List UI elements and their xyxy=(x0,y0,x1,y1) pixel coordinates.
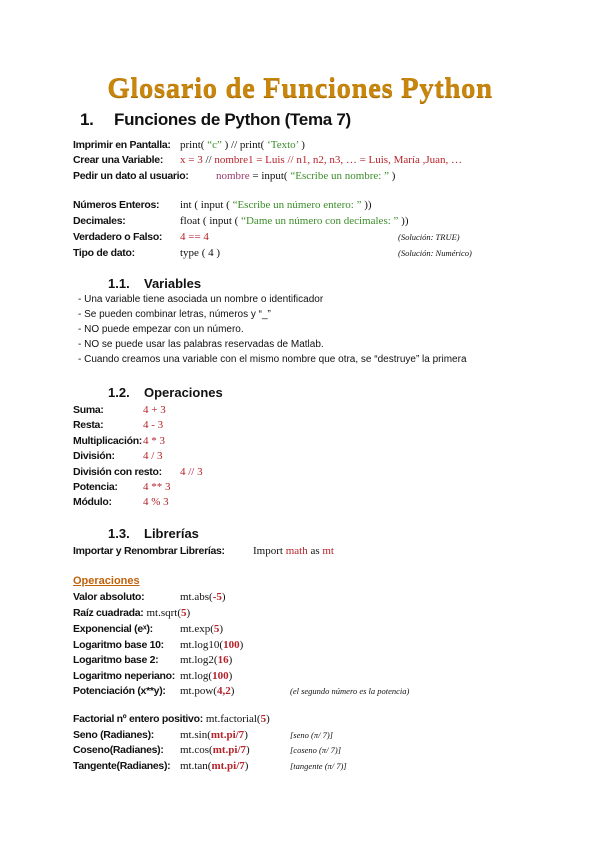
code-segment: print( xyxy=(180,139,208,151)
row-label: Logaritmo base 2: xyxy=(73,654,159,666)
glossary-row xyxy=(73,684,410,699)
code-segment: 5 xyxy=(213,623,220,635)
code-segment: as xyxy=(307,545,323,557)
glossary-row xyxy=(73,743,341,758)
code-segment: math xyxy=(285,545,308,557)
code-snippet xyxy=(143,480,171,495)
row-note: (Solución: TRUE) xyxy=(398,232,460,242)
row-label: División con resto: xyxy=(73,466,162,478)
row-label: Potenciación (x**y): xyxy=(73,685,166,697)
code-segment: 4 == 4 xyxy=(180,231,209,243)
row-label: Suma: xyxy=(73,404,104,416)
code-segment: ) xyxy=(298,139,305,151)
code-segment: “Dame un número con decimales: ” xyxy=(241,215,399,227)
code-snippet xyxy=(143,403,166,418)
subsection-title: Variables xyxy=(144,276,202,291)
glossary-row xyxy=(73,622,223,637)
code-segment: nombre xyxy=(216,170,250,182)
glossary-row xyxy=(73,495,169,510)
code-snippet xyxy=(180,669,232,684)
subsection-heading-operaciones xyxy=(108,385,223,400)
code-segment: ) xyxy=(221,591,226,603)
row-note: (el segundo número es la potencia) xyxy=(290,686,410,696)
code-segment: )) xyxy=(398,215,409,227)
glossary-row xyxy=(73,246,472,261)
code-snippet xyxy=(180,638,243,653)
code-segment: ) xyxy=(228,654,233,666)
code-snippet xyxy=(180,153,462,168)
row-label: Crear una Variable: xyxy=(73,154,164,166)
row-label: Imprimir en Pantalla: xyxy=(73,139,171,151)
code-segment: ) xyxy=(244,729,248,741)
code-segment: mt.pi/7 xyxy=(211,760,245,772)
subsection-number: 1.1. xyxy=(108,276,130,291)
row-label: Raíz cuadrada: xyxy=(73,607,144,619)
code-segment: int ( input ( xyxy=(180,199,233,211)
row-label: Tangente(Radianes): xyxy=(73,760,171,772)
code-segment: 4 // 3 xyxy=(180,466,203,478)
code-snippet xyxy=(180,138,305,153)
code-segment: -5 xyxy=(212,591,222,603)
code-snippet xyxy=(180,743,250,758)
code-segment: ) xyxy=(186,607,191,619)
code-segment: 100 xyxy=(212,670,229,682)
row-label: Logaritmo base 10: xyxy=(73,639,164,651)
row-label: Números Enteros: xyxy=(73,199,160,211)
glossary-row xyxy=(73,214,409,229)
code-snippet xyxy=(180,230,209,245)
row-note: [seno (π/ 7)] xyxy=(290,730,333,740)
code-segment: mt.tan( xyxy=(180,760,212,772)
code-segment: mt.pi/7 xyxy=(212,744,247,756)
code-snippet xyxy=(180,214,409,229)
row-label: División: xyxy=(73,450,115,462)
code-segment: mt.log2( xyxy=(180,654,218,666)
row-label: Coseno(Radianes): xyxy=(73,744,164,756)
code-segment: mt.factorial( xyxy=(205,713,261,725)
code-segment: “c” xyxy=(207,139,222,151)
code-snippet xyxy=(143,495,169,510)
row-label: Resta: xyxy=(73,419,104,431)
bullet-item: - Una variable tiene asociada un nombre o identificador xyxy=(78,294,324,305)
code-segment: mt.sin( xyxy=(180,729,211,741)
code-snippet xyxy=(180,684,234,699)
code-segment: 5 xyxy=(260,713,267,725)
row-label: Valor absoluto: xyxy=(73,591,145,603)
glossary-row xyxy=(73,669,232,684)
document-title: Glosario de Funciones Python xyxy=(107,72,493,104)
row-label: Pedir un dato al usuario: xyxy=(73,170,189,182)
code-segment: ) xyxy=(219,623,224,635)
row-label: Multiplicación: xyxy=(73,435,143,447)
row-label: Exponencial (eˣ): xyxy=(73,623,153,635)
code-segment: )) xyxy=(361,199,372,211)
row-note: [coseno (π/ 7)] xyxy=(290,745,341,755)
glossary-row xyxy=(73,590,226,605)
bullet-item: - Se pueden combinar letras, números y “_” xyxy=(78,309,271,320)
glossary-row xyxy=(73,653,232,668)
code-segment: ) xyxy=(239,639,244,651)
code-segment: float ( input ( xyxy=(180,215,242,227)
glossary-row xyxy=(73,728,333,743)
code-snippet xyxy=(180,465,203,480)
code-snippet xyxy=(143,434,165,449)
subsection-heading-variables xyxy=(108,276,201,291)
code-segment: ) xyxy=(246,744,250,756)
code-segment: ) xyxy=(266,713,270,725)
code-segment: ‘Texto’ xyxy=(267,139,299,151)
glossary-row xyxy=(73,606,190,621)
section-heading xyxy=(80,110,351,130)
code-segment: 4 ** 3 xyxy=(143,481,171,493)
glossary-row xyxy=(73,759,347,774)
code-snippet xyxy=(216,169,395,184)
row-note: [tangente (π/ 7)] xyxy=(290,761,347,771)
code-segment: mt.log10( xyxy=(180,639,224,651)
glossary-row xyxy=(73,230,460,245)
glossary-row xyxy=(73,418,163,433)
code-snippet xyxy=(180,622,223,637)
code-segment: ) xyxy=(228,670,233,682)
code-snippet xyxy=(206,712,270,727)
code-segment: // xyxy=(202,154,215,166)
glossary-row xyxy=(73,638,243,653)
code-segment: mt.abs( xyxy=(180,591,213,603)
code-segment: mt.sqrt( xyxy=(146,607,182,619)
bullet-item: - Cuando creamos una variable con el mismo nombre que otra, se “destruye” la primera xyxy=(78,354,467,365)
code-snippet xyxy=(180,728,248,743)
code-segment: mt xyxy=(322,545,334,557)
row-label: Seno (Radianes): xyxy=(73,729,154,741)
code-segment: “Escribe un nombre: ” xyxy=(290,170,389,182)
code-snippet xyxy=(180,759,248,774)
code-segment: 4 * 3 xyxy=(143,435,165,447)
row-label: Importar y Renombrar Librerías: xyxy=(73,545,225,557)
code-snippet xyxy=(147,606,191,621)
code-segment: mt.pi/7 xyxy=(210,729,245,741)
glossary-row xyxy=(73,403,166,418)
code-segment: ) // print( xyxy=(221,139,268,151)
row-note: (Solución: Numérico) xyxy=(398,248,472,258)
code-segment: ) xyxy=(244,760,249,772)
code-segment: 100 xyxy=(223,639,240,651)
code-segment: type ( 4 ) xyxy=(180,247,221,259)
glossary-row xyxy=(73,480,171,495)
subsection-number: 1.3. xyxy=(108,526,130,541)
glossary-row xyxy=(73,434,165,449)
glossary-row xyxy=(73,544,334,559)
subsection-title: Operaciones xyxy=(144,385,223,400)
row-label: Módulo: xyxy=(73,496,112,508)
glossary-row xyxy=(73,449,163,464)
row-label: Decimales: xyxy=(73,215,126,227)
code-segment: ) xyxy=(230,685,235,697)
glossary-row xyxy=(73,169,395,184)
code-segment: mt.cos( xyxy=(180,744,213,756)
section-title: Funciones de Python (Tema 7) xyxy=(114,110,351,129)
subsection-heading-librerias xyxy=(108,526,199,541)
code-segment: x = 3 xyxy=(180,154,203,166)
glossary-row xyxy=(73,153,462,168)
code-snippet xyxy=(143,449,163,464)
code-segment: Import xyxy=(253,545,286,557)
code-segment: nombre1 = Luis xyxy=(214,154,285,166)
row-label: Logaritmo neperiano: xyxy=(73,670,175,682)
code-segment: = input( xyxy=(249,170,291,182)
row-label: Verdadero o Falso: xyxy=(73,231,163,243)
code-segment: mt.exp( xyxy=(180,623,214,635)
code-segment: 4 / 3 xyxy=(143,450,163,462)
glossary-row xyxy=(73,712,270,727)
code-segment: // n1, n2, n3, … = Luis, María ,Juan, … xyxy=(284,154,463,166)
operaciones-heading: Operaciones xyxy=(73,575,140,587)
row-label: Tipo de dato: xyxy=(73,247,135,259)
code-segment: 16 xyxy=(217,654,229,666)
code-segment: 5 xyxy=(181,607,187,619)
code-segment: 4 % 3 xyxy=(143,496,169,508)
code-segment: 4 + 3 xyxy=(143,404,166,416)
code-snippet xyxy=(180,198,372,213)
code-segment: 4,2 xyxy=(216,685,231,697)
row-label: Factorial nº entero positivo: xyxy=(73,713,203,725)
code-snippet xyxy=(180,653,232,668)
glossary-row xyxy=(73,198,372,213)
code-segment: “Escribe un número entero: ” xyxy=(232,199,362,211)
code-segment: mt.pow( xyxy=(180,685,217,697)
code-snippet xyxy=(253,544,334,559)
code-snippet xyxy=(143,418,163,433)
bullet-item: - NO se puede usar las palabras reservadas de Matlab. xyxy=(78,339,324,350)
code-segment: mt.log( xyxy=(180,670,213,682)
code-snippet xyxy=(180,246,220,261)
glossary-row xyxy=(73,465,203,480)
subsection-number: 1.2. xyxy=(108,385,130,400)
row-label: Potencia: xyxy=(73,481,118,493)
glossary-row xyxy=(73,138,305,153)
subsection-title: Librerías xyxy=(144,526,199,541)
code-snippet xyxy=(180,590,226,605)
bullet-item: - NO puede empezar con un número. xyxy=(78,324,244,335)
code-segment: 4 - 3 xyxy=(143,419,164,431)
section-number: 1. xyxy=(80,110,94,129)
code-segment: ) xyxy=(389,170,396,182)
